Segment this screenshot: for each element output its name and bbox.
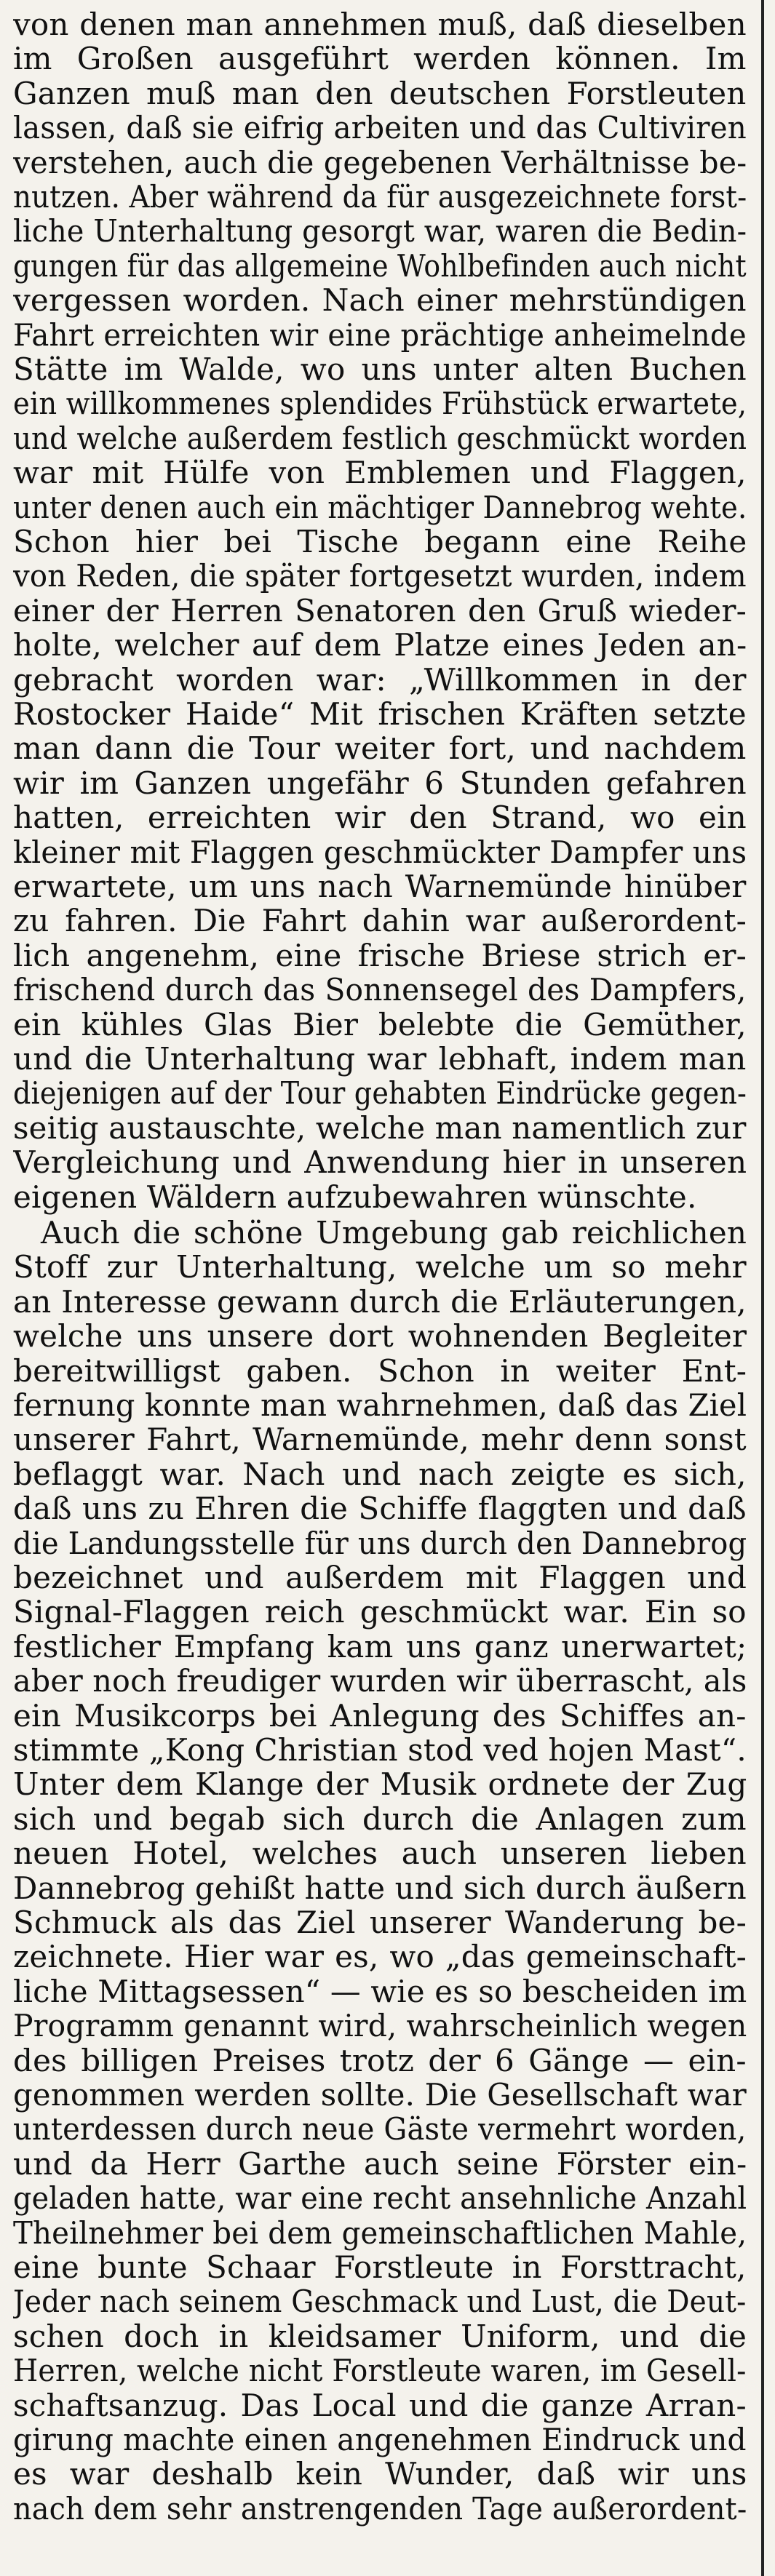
text-line: genommen werden sollte. Die Gesellschaft war — [13, 2077, 747, 2113]
text-line: Dannebrog gehißt hatte und sich durch äußern — [13, 1870, 747, 1906]
text-line: schaftsanzug. Das Local und die ganze Arran- — [13, 2387, 747, 2423]
text-line: stimmte „Kong Christian stod ved hojen Mast“. — [13, 1732, 747, 1768]
text-line: Rostocker Haide“ Mit frischen Kräften setzte — [13, 696, 747, 732]
text-line: von denen man annehmen muß, daß dieselben — [13, 7, 747, 42]
text-line: aber noch freudiger wurden wir überrascht, als — [13, 1663, 747, 1699]
text-line: Signal-Flaggen reich geschmückt war. Ein so — [13, 1594, 747, 1630]
text-line: schen doch in kleidsamer Uniform, und die — [13, 2318, 747, 2354]
text-line: verstehen, auch die gegebenen Verhältnisse be- — [13, 144, 747, 180]
text-line: bereitwilligst gaben. Schon in weiter Ent- — [13, 1352, 747, 1389]
text-line: Fahrt erreichten wir eine prächtige anheimelnde — [13, 316, 747, 353]
text-line: kleiner mit Flaggen geschmückter Dampfer uns — [13, 834, 747, 870]
text-line: von Reden, die später fortgesetzt wurden, indem — [13, 558, 747, 594]
text-line: war mit Hülfe von Emblemen und Flaggen, — [13, 455, 747, 491]
text-line: zeichnete. Hier war es, wo „das gemeinschaft- — [13, 1939, 747, 1975]
text-line: wir im Ganzen ungefähr 6 Stunden gefahren — [13, 765, 747, 801]
text-line: Jeder nach seinem Geschmack und Lust, die Deut- — [13, 2284, 747, 2320]
text-line: ein willkommenes splendides Frühstück erwartete, — [13, 386, 747, 422]
text-line: Theilnehmer bei dem gemeinschaftlichen Mahle, — [13, 2214, 747, 2251]
text-line: und da Herr Garthe auch seine Förster ein- — [13, 2145, 747, 2182]
text-line: Unter dem Klange der Musik ordnete der Zug — [13, 1766, 747, 1803]
newspaper-column — [13, 0, 750, 2576]
text-line: an Interesse gewann durch die Erläuterungen, — [13, 1283, 747, 1320]
text-line: holte, welcher auf dem Platze eines Jeden an- — [13, 627, 747, 663]
text-line: Ganzen muß man den deutschen Forstleuten — [13, 75, 747, 111]
text-line: eigenen Wäldern aufzubewahren wünschte. — [13, 1179, 697, 1215]
text-line: Herren, welche nicht Forstleute waren, im Gesell- — [13, 2353, 747, 2389]
text-line: welche uns unsere dort wohnenden Begleiter — [13, 1318, 747, 1355]
text-line: vergessen worden. Nach einer mehrstündigen — [13, 282, 747, 319]
text-line: diejenigen auf der Tour gehabten Eindrücke gegen- — [13, 1075, 747, 1112]
text-line: sich und begab sich durch die Anlagen zum — [13, 1801, 747, 1837]
text-line: seitig austauschte, welche man namentlich zur — [13, 1109, 747, 1146]
text-line: nach dem sehr anstrengenden Tage außerordent- — [13, 2490, 747, 2527]
text-line: liche Unterhaltung gesorgt war, waren die Bedin- — [13, 213, 747, 250]
text-line: bezeichnet und außerdem mit Flaggen und — [13, 1560, 747, 1595]
text-line: festlicher Empfang kam uns ganz unerwartet; — [13, 1628, 747, 1664]
text-line: Schon hier bei Tische begann eine Reihe — [13, 524, 747, 559]
text-line: lich angenehm, eine frische Briese strich er- — [13, 937, 747, 973]
text-line: liche Mittagsessen“ — wie es so bescheiden im — [13, 1973, 747, 2009]
text-line: Auch die schöne Umgebung gab reichlichen — [41, 1215, 747, 1251]
text-line: ein Musikcorps bei Anlegung des Schiffes an- — [13, 1697, 747, 1734]
text-line: lassen, daß sie eifrig arbeiten und das Cultiviren — [13, 110, 747, 146]
text-line: Vergleichung und Anwendung hier in unseren — [13, 1144, 747, 1181]
text-line: des billigen Preises trotz der 6 Gänge — ein- — [13, 2042, 747, 2078]
text-line: eine bunte Schaar Forstleute in Forsttracht, — [13, 2249, 747, 2285]
text-line: nutzen. Aber während da für ausgezeichnete forst- — [13, 179, 747, 215]
text-line: unserer Fahrt, Warnemünde, mehr denn sonst — [13, 1421, 747, 1458]
text-line: gebracht worden war: „Willkommen in der — [13, 661, 747, 698]
text-line: Programm genannt wird, wahrscheinlich wegen — [13, 2008, 747, 2044]
text-line: einer der Herren Senatoren den Gruß wieder- — [13, 592, 747, 629]
text-line: neuen Hotel, welches auch unseren lieben — [13, 1835, 747, 1872]
text-line: im Großen ausgeführt werden können. Im — [13, 41, 747, 77]
text-line: daß uns zu Ehren die Schiffe flaggten und daß — [13, 1491, 747, 1527]
text-line: unterdessen durch neue Gäste vermehrt worden, — [13, 2111, 747, 2148]
text-line: Stoff zur Unterhaltung, welche um so mehr — [13, 1249, 747, 1285]
column-divider — [761, 0, 764, 2576]
text-line: man dann die Tour weiter fort, und nachdem — [13, 730, 747, 767]
text-line: girung machte einen angenehmen Eindruck und — [13, 2422, 747, 2457]
text-line: frischend durch das Sonnensegel des Dampfers, — [13, 972, 747, 1008]
text-line: fernung konnte man wahrnehmen, daß das Ziel — [13, 1387, 747, 1423]
text-line: es war deshalb kein Wunder, daß wir uns — [13, 2456, 747, 2492]
text-line: Schmuck als das Ziel unserer Wanderung be- — [13, 1905, 747, 1940]
text-line: zu fahren. Die Fahrt dahin war außerordent- — [13, 903, 747, 939]
text-line: gungen für das allgemeine Wohlbefinden auch nicht — [13, 247, 747, 284]
text-line: Stätte im Walde, wo uns unter alten Buchen — [13, 351, 747, 387]
text-line: die Landungsstelle für uns durch den Dannebrog — [13, 1525, 747, 1561]
text-line: hatten, erreichten wir den Strand, wo ein — [13, 799, 747, 836]
text-line: ein kühles Glas Bier belebte die Gemüther, — [13, 1006, 747, 1042]
text-line: beflaggt war. Nach und nach zeigte es sich, — [13, 1456, 747, 1492]
text-line: erwartete, um uns nach Warnemünde hinüber — [13, 869, 747, 904]
text-line: geladen hatte, war eine recht ansehnliche Anzahl — [13, 2180, 747, 2217]
text-line: und die Unterhaltung war lebhaft, indem man — [13, 1041, 747, 1077]
text-line: unter denen auch ein mächtiger Dannebrog wehte. — [13, 489, 747, 525]
text-line: und welche außerdem festlich geschmückt worden — [13, 420, 747, 456]
